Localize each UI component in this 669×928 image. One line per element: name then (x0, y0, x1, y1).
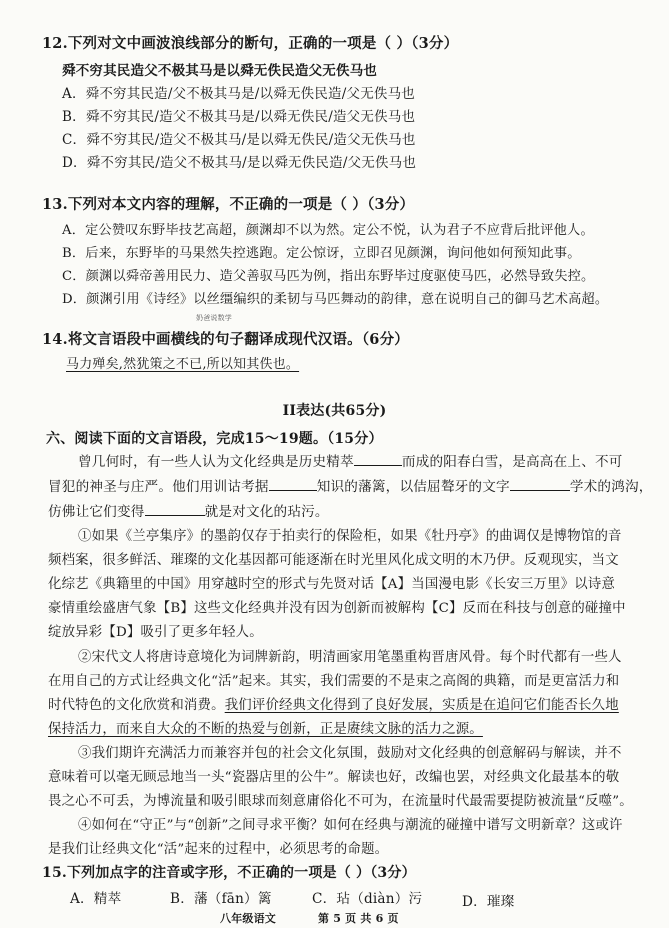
footer-subject: 八年级语文 (220, 912, 276, 925)
q13-option-c: C．颜渊以舜帝善用民力、造父善驭马匹为例，指出东野毕过度驱使马匹，必然导致失控。 (62, 269, 595, 284)
passage-line: 在用自己的方式让经典文化“活”起来。其实，我们需要的不是束之高阁的典籍，而是更富活力和 (48, 674, 620, 689)
passage-text: 知识的藩篱，以佶屈聱牙的文字 (316, 479, 510, 495)
q12-sentence: 舜不穷其民造父不极其马是以舜无佚民造父无佚马也 (62, 63, 378, 79)
fill-blank (145, 501, 205, 516)
underlined-sentence: 我们评价经典文化得到了良好发展，实质是在追问它们能否长久地 (224, 698, 619, 713)
passage-text: 时代特色的文化欣赏和消费。 (48, 698, 225, 713)
q15-option-b: B．藩（fān）篱 (170, 891, 272, 907)
q13-stem: 13.下列对本文内容的理解，不正确的一项是（ ）（3分） (42, 196, 415, 213)
q13-option-d: D．颜渊引用《诗经》以丝缰编织的柔韧与马匹舞动的韵律，意在说明自己的御马艺术高超。 (62, 292, 609, 307)
passage-line: 绽放异彩【D】吸引了更多年轻人。 (48, 625, 263, 640)
passage-line: ②宋代文人将唐诗意境化为词牌新韵，明清画家用笔墨重构晋唐风骨。每个时代都有一些人 (78, 650, 622, 665)
fill-blank (354, 451, 402, 466)
passage-line (48, 475, 653, 495)
passage-text: 就是对文化的玷污。 (204, 504, 329, 520)
passage-line (78, 450, 623, 470)
passage-line: ①如果《兰亭集序》的墨韵仅存于拍卖行的保险柜，如果《牡丹亭》的曲调仅是博物馆的音 (78, 529, 622, 544)
part6-heading: 六、阅读下面的文言语段，完成15～19题。（15分） (46, 431, 383, 447)
q12-option-a: A．舜不穷其民造/父不极其马是/以舜无佚民造/父无佚马也 (62, 86, 415, 102)
q14-stem: 14.将文言语段中画横线的句子翻译成现代汉语。（6分） (42, 331, 409, 348)
q12-option-b: B．舜不穷其民/造父不极其马是/以舜无佚民/造父无佚马也 (62, 109, 416, 125)
passage-line: 是我们让经典文化“活”起来的过程中，必须思考的命题。 (48, 842, 389, 857)
passage-text: 学术的鸿沟， (569, 479, 653, 495)
q15-option-d: D．璀璨 (462, 894, 515, 910)
q15-option-a: A．精萃 (70, 891, 122, 907)
fill-blank (510, 476, 570, 491)
passage-line: ④如何在“守正”与“创新”之间寻求平衡？如何在经典与潮流的碰撞中谱写文明新章？这或许 (78, 818, 623, 833)
passage-line: 畏之心不可丢，为博流量和吸引眼球而刻意庸俗化不可为，在流量时代最需要提防被流量“反噬”。 (48, 794, 633, 809)
passage-line: 意味着可以毫无顾忌地当一头“瓷器店里的公牛”。解读也好，改编也罢，对经典文化最基本的敬 (48, 770, 620, 785)
q15-option-c: C．玷（diàn）污 (312, 891, 423, 907)
passage-text: 仿佛让它们变得 (48, 504, 145, 520)
footer-page-number: 第 5 页 共 6 页 (318, 912, 399, 925)
passage-line (48, 500, 329, 520)
passage-text: 而成的阳春白雪，是高高在上、不可 (401, 454, 623, 470)
section-title: II表达(共65分) (282, 403, 387, 419)
q14-underlined-sentence: 马力殚矣,然犹策之不已,所以知其佚也。 (66, 357, 300, 372)
passage-line (48, 694, 619, 713)
underlined-sentence: 保持活力，而来自大众的不断的热爱与创新，正是赓续文脉的活力之源。 (48, 722, 483, 737)
passage-line: 频档案，很多鲜活、璀璨的文化基因都可能逐渐在时光里风化成文明的木乃伊。反观现实，当文 (48, 553, 619, 568)
q12-option-d: D．舜不穷其民/造父不极其马/是以舜无佚民造/父无佚马也 (62, 155, 417, 171)
q15-stem: 15.下列加点字的注音或字形，不正确的一项是（ ）（3分） (42, 865, 416, 881)
fill-blank (269, 476, 317, 491)
passage-text: 冒犯的神圣与庄严。他们用训诂考据 (48, 479, 269, 495)
passage-line (48, 718, 483, 737)
watermark: 奶爸说数学 (196, 314, 232, 322)
q13-option-a: A．定公赞叹东野毕技艺高超，颜渊却不以为然。定公不悦，认为君子不应背后批评他人。 (62, 223, 594, 238)
q12-stem: 12.下列对文中画波浪线部分的断句，正确的一项是（ ）（3分） (42, 35, 459, 52)
passage-line: 豪情重绘盛唐气象【B】这些文化经典并没有因为创新而被解构【C】反而在科技与创意的碰撞中 (48, 601, 626, 616)
passage-line: ③我们期许充满活力而兼容并包的社会文化氛围，鼓励对文化经典的创意解码与解读，并不 (78, 746, 622, 761)
q13-option-b: B．后来，东野毕的马果然失控逃跑。定公惊讶，立即召见颜渊，询问他如何预知此事。 (62, 246, 581, 261)
passage-line: 化综艺《典籍里的中国》用穿越时空的形式与先贤对话【A】当国漫电影《长安三万里》以诗意 (48, 577, 616, 592)
q12-option-c: C．舜不穷其民/造父不极其马/是以舜无佚民/造父无佚马也 (62, 132, 416, 148)
q14-sentence (66, 353, 299, 372)
passage-text: 曾几何时，有一些人认为文化经典是历史精萃 (78, 454, 354, 470)
